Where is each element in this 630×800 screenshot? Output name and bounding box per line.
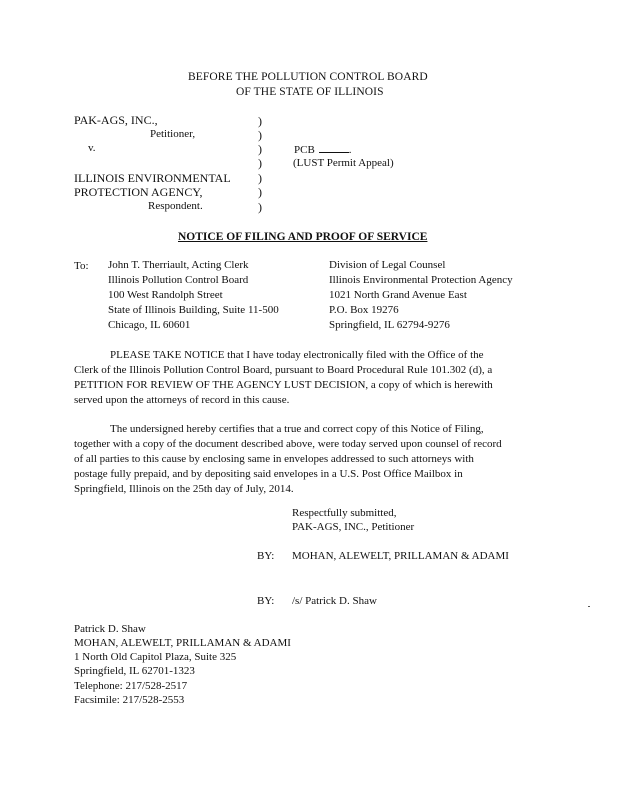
attorney-line: Facsimile: 217/528-2553 bbox=[74, 694, 185, 706]
versus-label: v. bbox=[88, 142, 96, 154]
attorney-line: Patrick D. Shaw bbox=[74, 623, 146, 635]
recipient-line: John T. Therriault, Acting Clerk bbox=[108, 259, 249, 271]
attorney-line: Springfield, IL 62701-1323 bbox=[74, 665, 195, 677]
attorney-line: Telephone: 217/528-2517 bbox=[74, 680, 188, 692]
attorney-line: MOHAN, ALEWELT, PRILLAMAN & ADAMI bbox=[74, 637, 291, 649]
to-label: To: bbox=[74, 260, 89, 272]
paragraph-line: served upon the attorneys of record in this cause. bbox=[74, 394, 290, 406]
caption-bracket: ) bbox=[258, 114, 262, 128]
recipient-line: Chicago, IL 60601 bbox=[108, 319, 191, 331]
electronic-signature: /s/ Patrick D. Shaw bbox=[292, 595, 377, 607]
case-number-blank bbox=[319, 143, 349, 153]
case-note: (LUST Permit Appeal) bbox=[293, 157, 394, 169]
caption-bracket: ) bbox=[258, 171, 262, 185]
scan-artifact bbox=[588, 606, 590, 607]
paragraph-line: The undersigned hereby certifies that a true and correct copy of this Notice of Filing, bbox=[110, 423, 484, 435]
attorney-line: 1 North Old Capitol Plaza, Suite 325 bbox=[74, 651, 237, 663]
by-label: BY: bbox=[257, 595, 275, 607]
recipient-line: State of Illinois Building, Suite 11-500 bbox=[108, 304, 279, 316]
closing-line: Respectfully submitted, bbox=[292, 507, 397, 519]
court-header-line1: BEFORE THE POLLUTION CONTROL BOARD bbox=[188, 71, 428, 83]
recipient-line: P.O. Box 19276 bbox=[329, 304, 399, 316]
case-number: PCB . bbox=[294, 144, 352, 156]
paragraph-line: together with a copy of the document described above, were today served upon counsel of record bbox=[74, 438, 502, 450]
recipient-line: Illinois Environmental Protection Agency bbox=[329, 274, 513, 286]
court-header-line2: OF THE STATE OF ILLINOIS bbox=[236, 86, 384, 98]
paragraph-line: PLEASE TAKE NOTICE that I have today electronically filed with the Office of the bbox=[110, 349, 484, 361]
recipient-line: 1021 North Grand Avenue East bbox=[329, 289, 467, 301]
respondent-name-line1: ILLINOIS ENVIRONMENTAL bbox=[74, 171, 231, 185]
caption-bracket: ) bbox=[258, 142, 262, 156]
recipient-line: Division of Legal Counsel bbox=[329, 259, 446, 271]
paragraph-line: Springfield, Illinois on the 25th day of July, 2014. bbox=[74, 483, 294, 495]
recipient-line: Springfield, IL 62794-9276 bbox=[329, 319, 450, 331]
paragraph-line: PETITION FOR REVIEW OF THE AGENCY LUST DECISION, a copy of which is herewith bbox=[74, 379, 493, 391]
recipient-line: 100 West Randolph Street bbox=[108, 289, 223, 301]
case-number-label: PCB bbox=[294, 144, 315, 156]
petitioner-role: Petitioner, bbox=[150, 128, 196, 140]
caption-bracket: ) bbox=[258, 200, 262, 214]
caption-bracket: ) bbox=[258, 128, 262, 142]
paragraph-line: Clerk of the Illinois Pollution Control Board, pursuant to Board Procedural Rule 101.302 (d), a bbox=[74, 364, 493, 376]
closing-petitioner: PAK-AGS, INC., Petitioner bbox=[292, 521, 415, 533]
recipient-line: Illinois Pollution Control Board bbox=[108, 274, 249, 286]
firm-name: MOHAN, ALEWELT, PRILLAMAN & ADAMI bbox=[292, 550, 509, 562]
caption-bracket: ) bbox=[258, 185, 262, 199]
respondent-name-line2: PROTECTION AGENCY, bbox=[74, 185, 203, 199]
paragraph-line: of all parties to this cause by enclosing same in envelopes addressed to such attorneys with bbox=[74, 453, 474, 465]
petitioner-name: PAK-AGS, INC., bbox=[74, 113, 158, 127]
notice-title: NOTICE OF FILING AND PROOF OF SERVICE bbox=[178, 231, 428, 243]
respondent-role: Respondent. bbox=[148, 200, 203, 212]
caption-bracket: ) bbox=[258, 156, 262, 170]
by-label: BY: bbox=[257, 550, 275, 562]
paragraph-line: postage fully prepaid, and by depositing said envelopes in a U.S. Post Office Mailbox in bbox=[74, 468, 463, 480]
